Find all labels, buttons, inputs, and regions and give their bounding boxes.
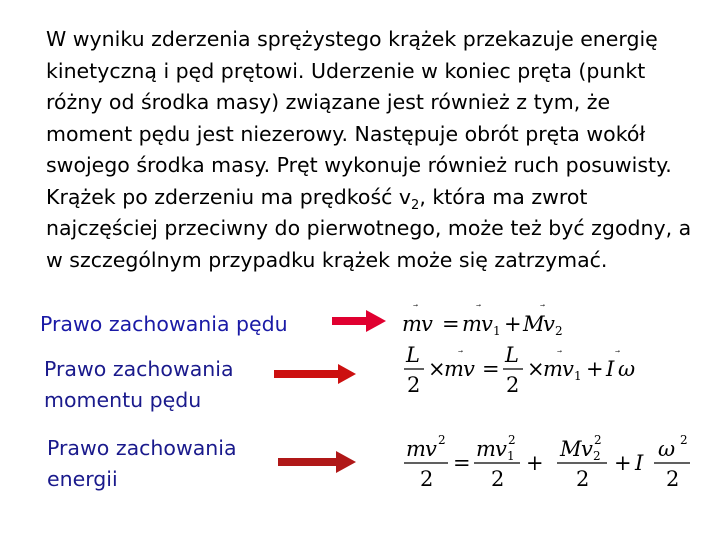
vector-mark bbox=[540, 304, 545, 307]
law-label-line: Prawo zachowania bbox=[44, 357, 234, 381]
formula-operator: = bbox=[453, 451, 471, 475]
formula-superscript: 2 bbox=[680, 433, 688, 447]
description-paragraph bbox=[46, 24, 712, 276]
formula-symbol: v bbox=[581, 437, 593, 461]
paragraph-line: różny od środka masy) związane jest również z tym, że bbox=[46, 90, 611, 114]
formula-symbol: M bbox=[523, 312, 545, 336]
formula-symbol: I bbox=[606, 357, 615, 381]
momentum-formula bbox=[400, 298, 580, 340]
formula-symbol: v bbox=[463, 357, 475, 381]
formula-operator: × bbox=[428, 357, 446, 381]
formula-number: 2 bbox=[506, 373, 520, 397]
paragraph-line: swojego środka masy. Pręt wykonuje również ruch posuwisty. bbox=[46, 153, 672, 177]
formula-symbol: ω bbox=[658, 437, 676, 461]
law-label-line: Prawo zachowania pędu bbox=[40, 312, 288, 336]
formula-symbol: m bbox=[476, 437, 496, 461]
formula-operator: = bbox=[442, 312, 460, 336]
formula-number: 2 bbox=[666, 467, 680, 491]
formula-symbol: v bbox=[562, 357, 574, 381]
formula-symbol: L bbox=[505, 343, 519, 367]
law-angular-momentum-label bbox=[44, 354, 234, 416]
formula-subscript: 2 bbox=[593, 449, 601, 463]
formula-superscript: 2 bbox=[508, 433, 516, 447]
law-momentum-label bbox=[40, 309, 288, 340]
formula-symbol: m bbox=[406, 437, 426, 461]
formula-superscript: 2 bbox=[438, 433, 446, 447]
vector-mark bbox=[557, 350, 562, 353]
formula-symbol: I bbox=[635, 451, 644, 475]
formula-symbol: m bbox=[444, 357, 464, 381]
right-arrow-icon bbox=[332, 310, 386, 332]
formula-symbol: m bbox=[543, 357, 563, 381]
paragraph-line-tail: , która ma zwrot bbox=[419, 184, 588, 209]
arrow-shaft bbox=[274, 370, 340, 378]
formula-symbol: L bbox=[406, 343, 420, 367]
energy-formula bbox=[402, 430, 702, 494]
vector-mark bbox=[615, 350, 620, 353]
formula-superscript: 2 bbox=[594, 433, 602, 447]
formula-number: 2 bbox=[407, 373, 421, 397]
formula-symbol: v bbox=[495, 437, 507, 461]
formula-symbol: ω bbox=[618, 357, 636, 381]
formula-operator: + bbox=[526, 451, 544, 475]
formula-symbol: M bbox=[560, 437, 582, 461]
paragraph-line: moment pędu jest niezerowy. Następuje obrót pręta wokół bbox=[46, 121, 646, 146]
formula-symbol: v bbox=[481, 312, 493, 336]
formula-operator: + bbox=[614, 451, 632, 475]
formula-subscript: 1 bbox=[493, 324, 501, 338]
angular-momentum-formula bbox=[402, 340, 672, 402]
law-label-line: momentu pędu bbox=[44, 388, 202, 412]
law-label-line: Prawo zachowania bbox=[47, 436, 237, 460]
formula-operator: + bbox=[586, 357, 604, 381]
right-arrow-icon bbox=[278, 451, 356, 473]
formula-operator: × bbox=[527, 357, 545, 381]
formula-symbol: v bbox=[543, 312, 555, 336]
arrow-shaft bbox=[332, 317, 368, 325]
formula-number: 2 bbox=[491, 467, 505, 491]
formula-number: 2 bbox=[576, 467, 590, 491]
formula-subscript: 2 bbox=[555, 324, 563, 338]
law-label-line: energii bbox=[47, 467, 118, 491]
arrow-head bbox=[336, 451, 356, 473]
formula-symbol: m bbox=[462, 312, 482, 336]
paragraph-line: najczęściej przeciwny do pierwotnego, może też być zgodny, a bbox=[46, 216, 692, 240]
paragraph-line: kinetyczną i pęd prętowi. Uderzenie w koniec pręta (punkt bbox=[46, 58, 646, 83]
paragraph-line-text: Krążek po zderzeniu ma prędkość v bbox=[46, 184, 412, 209]
arrow-head bbox=[338, 364, 356, 384]
formula-subscript: 1 bbox=[574, 369, 582, 383]
vector-mark bbox=[413, 304, 418, 307]
right-arrow-icon bbox=[274, 364, 356, 384]
formula-subscript: 1 bbox=[507, 449, 515, 463]
formula-symbol: m bbox=[402, 312, 422, 336]
law-energy-label bbox=[47, 433, 237, 495]
arrow-shaft bbox=[278, 458, 338, 466]
formula-operator: = bbox=[482, 357, 500, 381]
paragraph-line: w szczególnym przypadku krążek może się zatrzymać. bbox=[46, 247, 608, 272]
arrow-head bbox=[366, 310, 386, 332]
paragraph-line bbox=[46, 182, 712, 214]
velocity-subscript: 2 bbox=[411, 197, 420, 213]
formula-symbol: v bbox=[425, 437, 437, 461]
formula-number: 2 bbox=[420, 467, 434, 491]
formula-operator: + bbox=[504, 312, 522, 336]
vector-mark bbox=[458, 350, 463, 353]
formula-symbol: v bbox=[421, 312, 433, 336]
paragraph-line: W wyniku zderzenia sprężystego krążek przekazuje energię bbox=[46, 27, 658, 51]
vector-mark bbox=[476, 304, 481, 307]
